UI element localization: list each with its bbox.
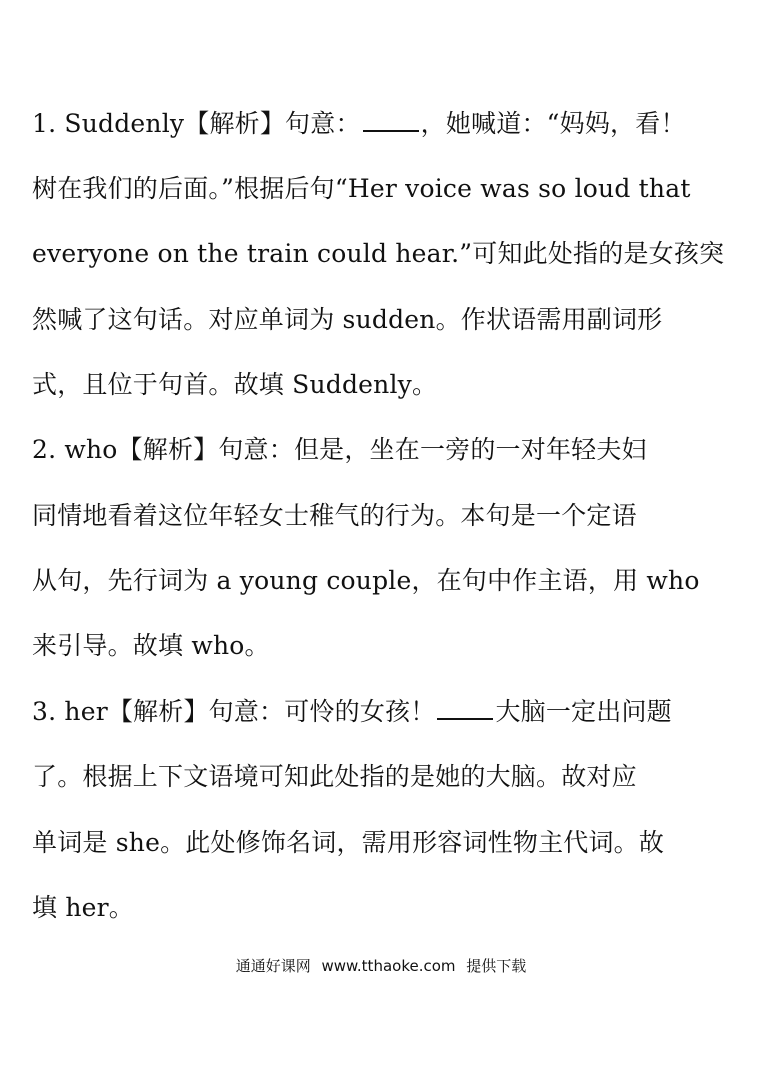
- footer-site-name: 通通好课网: [235, 957, 311, 975]
- footer-note: 提供下载: [466, 957, 527, 975]
- item-1-line-1-post: ，她喊道：“妈妈，看！: [420, 109, 686, 138]
- item-2-line-3: 从句，先行词为 a young couple，在句中作主语，用 who: [32, 566, 700, 595]
- item-3-line-1-pre: 3. her【解析】句意：可怜的女孩！: [32, 697, 436, 726]
- item-2-line-2: 同情地看着这位年轻女士稚气的行为。本句是一个定语: [32, 501, 637, 530]
- item-1-line-3: everyone on the train could hear.”可知此处指的是女孩突: [32, 239, 725, 268]
- item-2-line-4: 来引导。故填 who。: [32, 631, 270, 660]
- page-footer: [0, 956, 762, 976]
- item-3-line-1: [32, 696, 732, 728]
- item-1-line-1-pre: 1. Suddenly【解析】句意：: [32, 109, 361, 138]
- item-3-line-4: 填 her。: [32, 893, 134, 922]
- item-1-line-5: 式，且位于句首。故填 Suddenly。: [32, 370, 438, 399]
- answer-blank: [437, 696, 493, 720]
- item-1-line-4: 然喊了这句话。对应单词为 sudden。作状语需用副词形: [32, 305, 663, 334]
- answer-blank: [363, 108, 419, 132]
- item-3-line-3: 单词是 she。此处修饰名词，需用形容词性物主代词。故: [32, 828, 665, 857]
- item-3-line-1-post: 大脑一定出问题: [495, 697, 672, 726]
- item-1-line-2: 树在我们的后面。”根据后句“Her voice was so loud that: [32, 174, 691, 203]
- item-1-line-1: [32, 108, 732, 140]
- item-2-line-1: 2. who【解析】句意：但是，坐在一旁的一对年轻夫妇: [32, 435, 647, 464]
- item-3-line-2: 了。根据上下文语境可知此处指的是她的大脑。故对应: [32, 762, 637, 791]
- footer-url: www.tthaoke.com: [321, 957, 456, 975]
